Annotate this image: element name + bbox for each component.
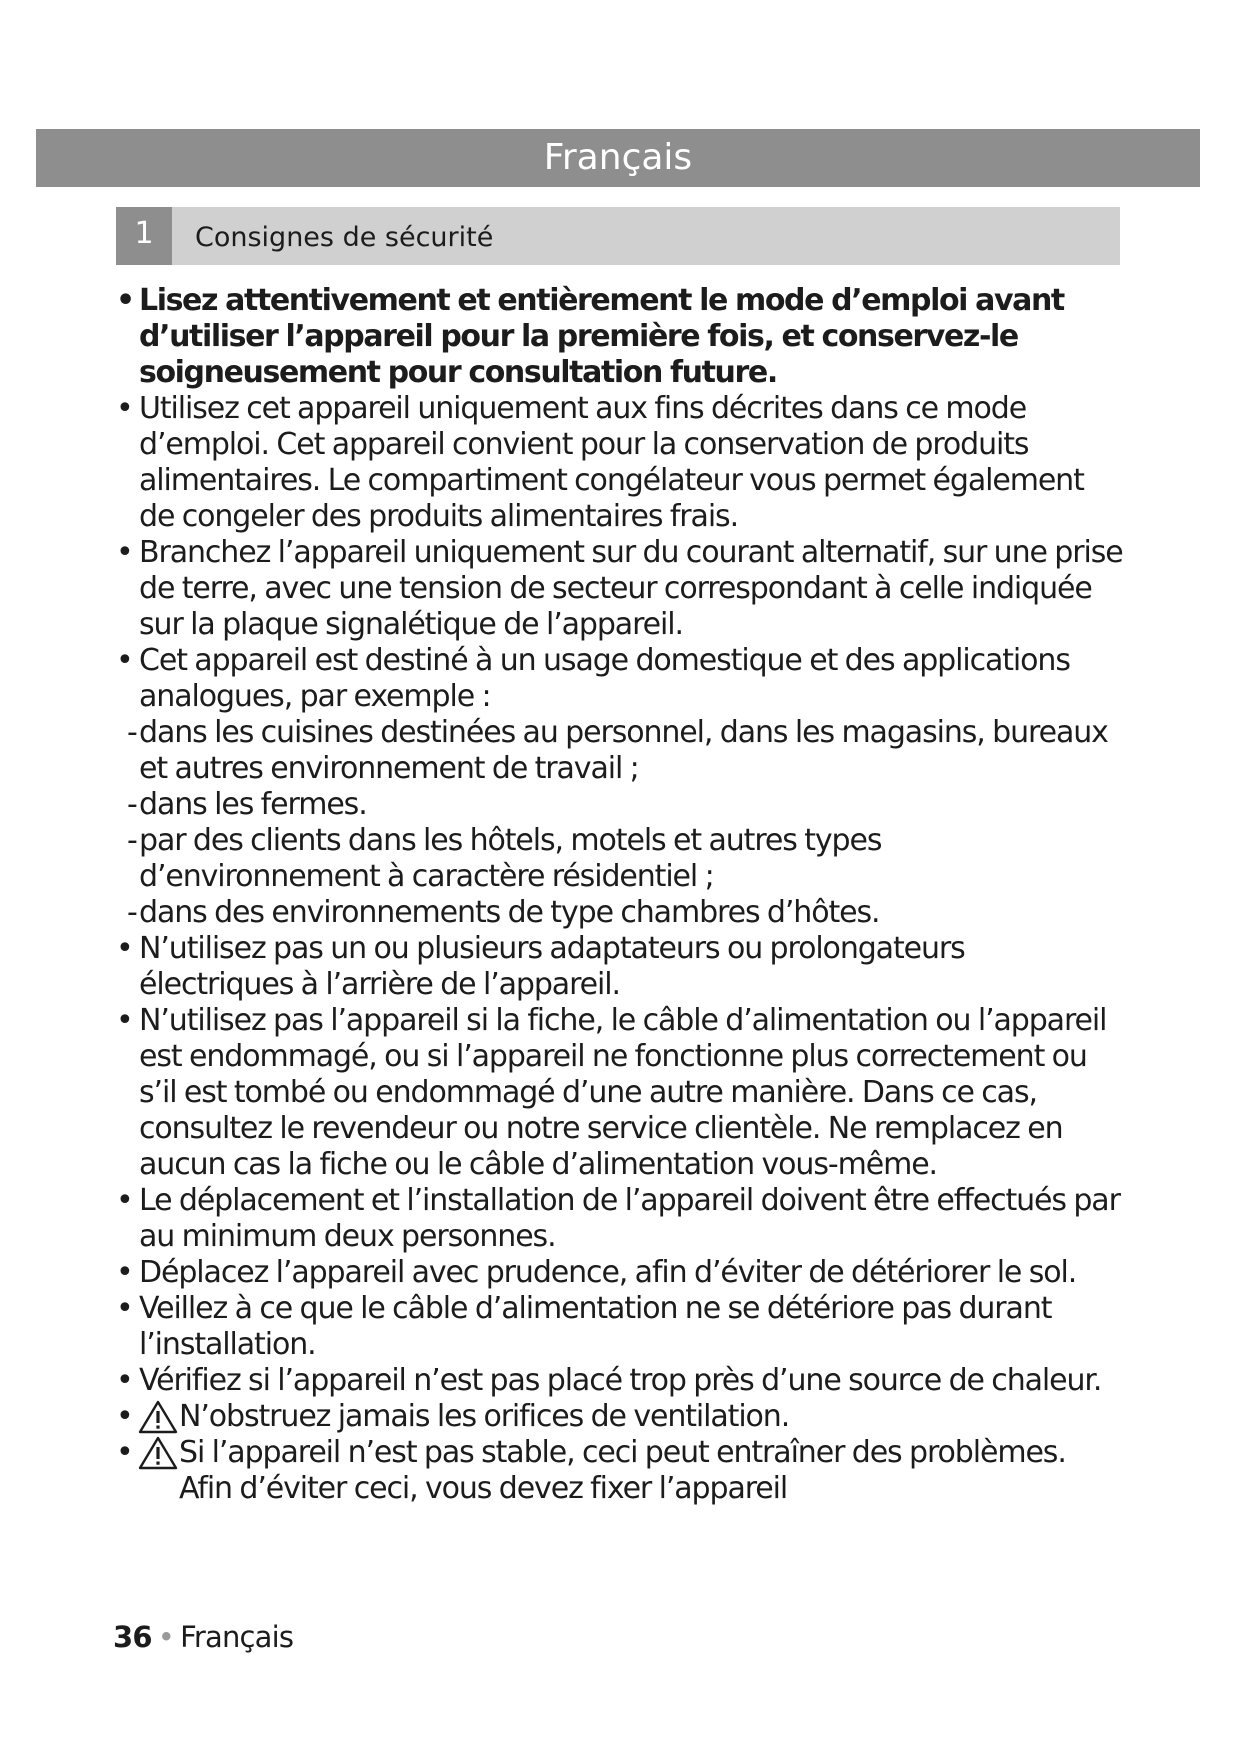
list-item-text: N’utilisez pas l’appareil si la fiche, le câble d’alimentation ou l’appareil est endommagé, ou si l’appareil ne fonctionne plus correctement ou s’il est tombé ou endommagé d’une autre manière. Dans ce cas, consultez le revendeur ou notre service clientèle. Ne remplacez en aucun cas la fiche ou le câble d’alimentation vous-même. <box>139 1003 1107 1182</box>
sub-list-item <box>116 823 1126 895</box>
list-item <box>116 1363 1126 1399</box>
list-item <box>116 1183 1126 1255</box>
dash: - <box>127 823 137 858</box>
list-item <box>116 1003 1126 1183</box>
list-item <box>116 391 1126 535</box>
list-item-text: N’utilisez pas un ou plusieurs adaptateurs ou prolongateurs électriques à l’arrière de l’appareil. <box>139 931 965 1002</box>
section-title: Consignes de sécurité <box>195 222 494 253</box>
list-item <box>116 1291 1126 1363</box>
bullet: • <box>116 1363 133 1398</box>
list-item <box>116 535 1126 643</box>
list-item-text: Veillez à ce que le câble d’alimentation ne se détériore pas durant l’installation. <box>139 1291 1052 1362</box>
list-item <box>116 283 1126 391</box>
list-item-text: Cet appareil est destiné à un usage domestique et des applications analogues, par exemple : <box>139 643 1070 714</box>
sub-list-item-text: dans les fermes. <box>139 787 367 822</box>
sub-list-item-text: dans les cuisines destinées au personnel, dans les magasins, bureaux et autres environnement de travail ; <box>139 715 1108 786</box>
sub-list-item <box>116 715 1126 787</box>
sub-list-item <box>116 787 1126 823</box>
warning-list-item <box>116 1399 1126 1435</box>
bullet: • <box>116 643 133 678</box>
footer-separator: • <box>157 1620 175 1654</box>
dash: - <box>127 787 137 822</box>
bullet: • <box>116 1435 133 1470</box>
page-footer <box>113 1619 293 1655</box>
list-item-text: Branchez l’appareil uniquement sur du courant alternatif, sur une prise de terre, avec une tension de secteur correspondant à celle indiquée sur la plaque signalétique de l’appareil. <box>139 535 1123 642</box>
section-header <box>116 207 1120 265</box>
language-banner <box>36 129 1200 187</box>
list-item-text: Utilisez cet appareil uniquement aux fins décrites dans ce mode d’emploi. Cet appareil convient pour la conservation de produits alimentaires. Le compartiment congélateur vous permet également de congeler des produits alimentaires frais. <box>139 391 1084 534</box>
warning-list-item <box>116 1435 1126 1507</box>
list-item <box>116 1255 1126 1291</box>
bullet: • <box>116 1291 133 1326</box>
dash: - <box>127 715 137 750</box>
list-item-text: N’obstruez jamais les orifices de ventilation. <box>179 1399 790 1434</box>
language-banner-label: Français <box>543 137 693 178</box>
list-item-text: Le déplacement et l’installation de l’appareil doivent être effectués par au minimum deux personnes. <box>139 1183 1120 1254</box>
safety-instructions-list <box>116 283 1126 1507</box>
bullet: • <box>116 1003 133 1038</box>
section-number: 1 <box>116 207 172 265</box>
bullet: • <box>116 1183 133 1218</box>
list-item-text: Si l’appareil n’est pas stable, ceci peut entraîner des problèmes. Afin d’éviter ceci, vous devez fixer l’appareil <box>179 1435 1066 1506</box>
bullet: • <box>116 283 134 318</box>
list-item <box>116 643 1126 715</box>
list-item-text: Vérifiez si l’appareil n’est pas placé trop près d’une source de chaleur. <box>139 1363 1102 1398</box>
footer-language: Français <box>180 1620 294 1654</box>
list-item-text: Déplacez l’appareil avec prudence, afin d’éviter de détériorer le sol. <box>139 1255 1077 1290</box>
page-number: 36 <box>113 1620 152 1654</box>
bullet: • <box>116 1399 133 1434</box>
sub-list-item <box>116 895 1126 931</box>
sub-list-item-text: par des clients dans les hôtels, motels et autres types d’environnement à caractère résidentiel ; <box>139 823 882 894</box>
bullet: • <box>116 391 133 426</box>
list-item-text: Lisez attentivement et entièrement le mode d’emploi avant d’utiliser l’appareil pour la première fois, et conservez-le soigneusement pour consultation future. <box>139 283 1064 390</box>
bullet: • <box>116 931 133 966</box>
sub-list-item-text: dans des environnements de type chambres d’hôtes. <box>139 895 880 930</box>
dash: - <box>127 895 137 930</box>
warning-triangle-icon <box>138 1436 178 1470</box>
list-item <box>116 931 1126 1003</box>
bullet: • <box>116 535 133 570</box>
warning-triangle-icon <box>138 1400 178 1434</box>
bullet: • <box>116 1255 133 1290</box>
